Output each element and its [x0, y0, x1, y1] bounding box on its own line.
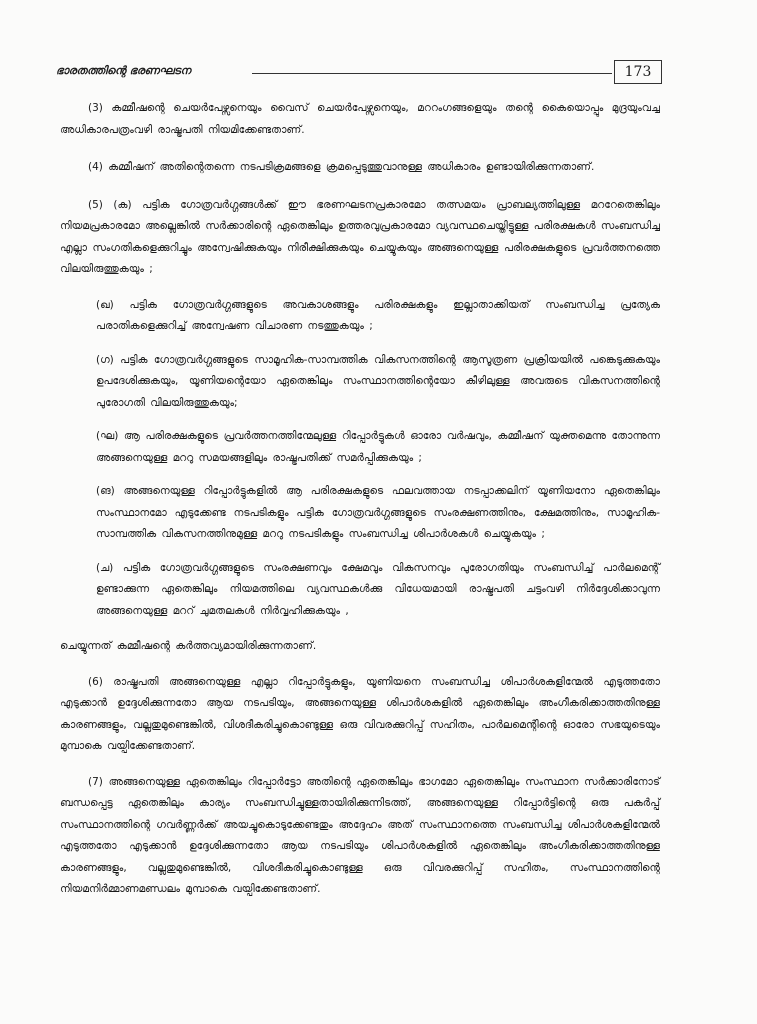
clause-5c: (ഗ) പട്ടിക ഗോത്രവർഗ്ഗങ്ങളുടെ സാമൂഹിക-സാമ്പത്തിക വികസനത്തിന്റെ ആസൂത്രണ പ്രക്രിയയിൽ പങ്കെടുക്കുകയും ഉപദേശിക്കുകയും, യൂണിയന്റെയോ ഏതെങ്കിലും സംസ്ഥാനത്തിന്റെയോ കീഴിലുള്ള അവരുടെ വികസനത്തിന്റെ പുരോഗതി വിലയിരുത്തുകയും; [96, 353, 660, 409]
clause-5b: (ഖ) പട്ടിക ഗോത്രവർഗ്ഗങ്ങളുടെ അവകാശങ്ങളും പരിരക്ഷകളും ഇല്ലാതാക്കിയത് സംബന്ധിച്ച പ്രത്യേക പരാതികളെക്കുറിച്ച് അന്വേഷണ വിചാരണ നടത്തുകയും ; [96, 298, 660, 332]
page-body [60, 98, 660, 901]
clause-5f: (ച) പട്ടിക ഗോത്രവർഗ്ഗങ്ങളുടെ സംരക്ഷണവും ക്ഷേമവും വികസനവും പുരോഗതിയും സംബന്ധിച്ച് പാർലമെന്റ് ഉണ്ടാക്കുന്ന ഏതെങ്കിലും നിയമത്തിലെ വ്യവസ്ഥകൾക്കു വിധേയമായി രാഷ്ട്രപതി ചട്ടംവഴി നിർദ്ദേശിക്കാവുന്ന അങ്ങനെയുള്ള മററ് ചുമതലകൾ നിർവ്വഹിക്കുകയും , [96, 561, 660, 617]
clause-5e: (ങ) അങ്ങനെയുള്ള റിപ്പോർട്ടുകളിൽ ആ പരിരക്ഷകളുടെ ഫലവത്തായ നടപ്പാക്കലിന് യൂണിയനോ ഏതെങ്കിലും സംസ്ഥാനമോ എടുക്കേണ്ട നടപടികളും പട്ടിക ഗോത്രവർഗ്ഗങ്ങളുടെ സംരക്ഷണത്തിനും, ക്ഷേമത്തിനും, സാമൂഹിക-സാമ്പത്തിക വികസനത്തിനുമുള്ള മററു നടപടികളും സംബന്ധിച്ച ശിപാർശകൾ ചെയ്യുകയും ; [96, 485, 660, 540]
clause-7: (7) അങ്ങനെയുള്ള ഏതെങ്കിലും റിപ്പോർട്ടോ അതിന്റെ ഏതെങ്കിലും ഭാഗമോ ഏതെങ്കിലും സംസ്ഥാന സർക്കാരിനോട് ബന്ധപ്പെട്ട ഏതെങ്കിലും കാര്യം സംബന്ധിച്ചുള്ളതായിരിക്കുന്നിടത്ത്, അങ്ങനെയുള്ള റിപ്പോർട്ടിന്റെ ഒരു പകർപ്പ് സംസ്ഥാനത്തിന്റെ ഗവർണ്ണർക്ക് അയച്ചുകൊടുക്കേണ്ടതും അദ്ദേഹം അത് സംസ്ഥാനത്തെ സംബന്ധിച്ച ശിപാർശകളിന്മേൽ എടുത്തതോ എടുക്കാൻ ഉദ്ദേശിക്കുന്നതോ ആയ നടപടിയും ശിപാർശകളിൽ ഏതെങ്കിലും അംഗീകരിക്കാത്തതിനുള്ള കാരണങ്ങളും, വല്ലതുമുണ്ടെങ്കിൽ, വിശദീകരിച്ചുകൊണ്ടുള്ള ഒരു വിവരക്കുറിപ്പ് സഹിതം, സംസ്ഥാനത്തിന്റെ നിയമനിർമ്മാണമണ്ഡലം മുമ്പാകെ വയ്പിക്കേണ്ടതാണ്. [60, 775, 660, 895]
clause-5a: (5) (ക) പട്ടിക ഗോത്രവർഗ്ഗങ്ങൾക്ക് ഈ ഭരണഘടനപ്രകാരമോ തത്സമയം പ്രാബല്യത്തിലുള്ള മററേതെങ്കിലും നിയമപ്രകാരമോ അല്ലെങ്കിൽ സർക്കാരിന്റെ ഏതെങ്കിലും ഉത്തരവുപ്രകാരമോ വ്യവസ്ഥചെയ്തിട്ടുള്ള പരിരക്ഷകൾ സംബന്ധിച്ച എല്ലാ സംഗതികളെക്കുറിച്ചും അന്വേഷിക്കുകയും നിരീക്ഷിക്കുകയും ചെയ്യുകയും അങ്ങനെയുള്ള പരിരക്ഷകളുടെ പ്രവർത്തനത്തെ വിലയിരുത്തുകയും ; [60, 198, 660, 275]
clause-5-conclusion: ചെയ്യുന്നത് കമ്മീഷന്റെ കർത്തവ്യമായിരിക്കുന്നതാണ്. [60, 640, 317, 652]
clause-6: (6) രാഷ്ട്രപതി അങ്ങനെയുള്ള എല്ലാ റിപ്പോർട്ടുകളും, യൂണിയനെ സംബന്ധിച്ച ശിപാർശകളിന്മേൽ എടുത്തതോ എടുക്കാൻ ഉദ്ദേശിക്കുന്നതോ ആയ നടപടിയും, അങ്ങനെയുള്ള ശിപാർശകളിൽ ഏതെങ്കിലും അംഗീകരിക്കാത്തതിനുള്ള കാരണങ്ങളും, വല്ലതുമുണ്ടെങ്കിൽ, വിശദീകരിച്ചുകൊണ്ടുള്ള ഒരു വിവരക്കുറിപ്പ് സഹിതം, പാർലമെന്റിന്റെ ഓരോ സഭയുടെയും മുമ്പാകെ വയ്പിക്കേണ്ടതാണ്. [60, 675, 660, 752]
clause-4: (4) കമ്മീഷന് അതിന്റെതന്നെ നടപടിക്രമങ്ങളെ ക്രമപ്പെടുത്തുവാനുള്ള അധികാരം ഉണ്ടായിരിക്കുന്നതാണ്. [88, 161, 595, 173]
page-number: 173 [614, 60, 662, 84]
page-header [56, 60, 656, 88]
clause-5d: (ഘ) ആ പരിരക്ഷകളുടെ പ്രവർത്തനത്തിന്മേലുള്ള റിപ്പോർട്ടുകൾ ഓരോ വർഷവും, കമ്മീഷന് യുക്തമെന്നു തോന്നുന്ന അങ്ങനെയുള്ള മററു സമയങ്ങളിലും രാഷ്ട്രപതിക്ക് സമർപ്പിക്കുകയും ; [96, 430, 660, 464]
clause-3: (3) കമ്മീഷന്റെ ചെയർപേഴ്സനെയും വൈസ് ചെയർപേഴ്സനെയും, മററംഗങ്ങളെയും തന്റെ കൈയൊപ്പും മുദ്രയുംവച്ച അധികാരപത്രംവഴി രാഷ്ട്രപതി നിയമിക്കേണ്ടതാണ്. [60, 102, 660, 136]
header-rule [252, 73, 612, 74]
running-title: ഭാരതത്തിന്റെ ഭരണഘടന [56, 64, 191, 77]
